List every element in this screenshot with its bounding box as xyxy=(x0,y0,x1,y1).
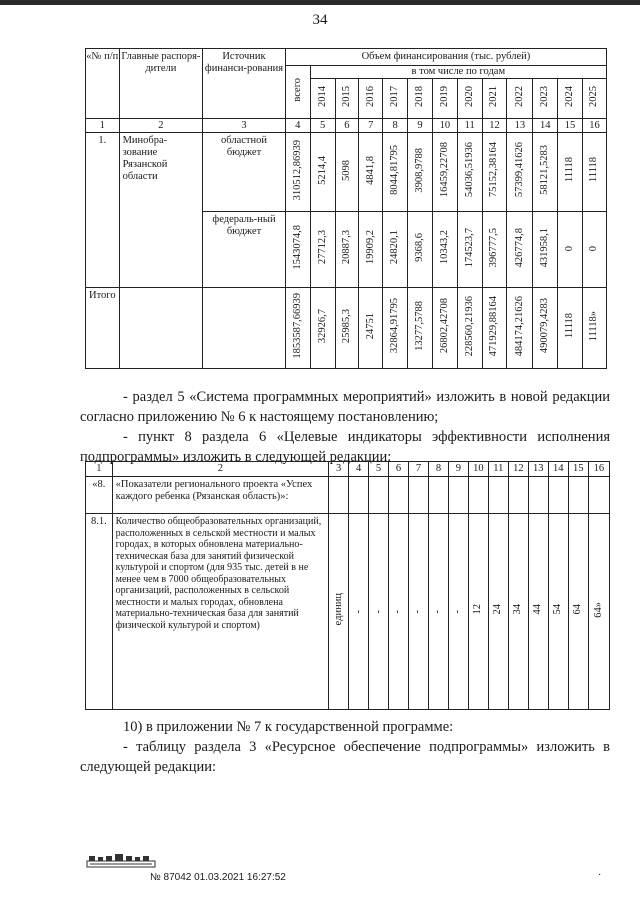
value-cell-text: 431958,1 xyxy=(539,227,551,268)
value-cell xyxy=(408,133,433,212)
financing-table xyxy=(85,48,607,369)
empty-cell xyxy=(548,477,568,514)
header-year-2014-text: 2014 xyxy=(316,86,328,108)
indicator-value-cell-text: 12 xyxy=(472,604,484,615)
col-number: 13 xyxy=(528,462,548,477)
empty-cell xyxy=(468,477,488,514)
header-year-2025 xyxy=(582,79,606,119)
total-value-cell xyxy=(482,288,507,369)
empty-cell xyxy=(568,477,588,514)
value-cell-text: 24820,1 xyxy=(389,230,401,265)
col-number: 3 xyxy=(203,119,286,133)
value-cell xyxy=(383,133,408,212)
header-year-2016-text: 2016 xyxy=(364,86,376,108)
row-num-8-1: 8.1. xyxy=(86,514,113,710)
empty-cell xyxy=(588,477,609,514)
value-cell-text: 20887,3 xyxy=(340,230,352,265)
empty-cell xyxy=(448,477,468,514)
value-cell-text: 5214,4 xyxy=(316,155,328,185)
header-year-2016 xyxy=(359,79,383,119)
total-cell xyxy=(285,212,310,288)
header-year-2024 xyxy=(558,79,583,119)
total-value-cell-text: 484174,21626 xyxy=(513,295,525,357)
total-value-cell xyxy=(359,288,383,369)
col-number: 11 xyxy=(457,119,482,133)
col-number: 9 xyxy=(448,462,468,477)
indicators-table xyxy=(85,461,610,710)
indicator-value-cell xyxy=(468,514,488,710)
value-cell xyxy=(482,212,507,288)
col-number: 10 xyxy=(432,119,457,133)
value-cell-text: 10343,2 xyxy=(438,230,450,265)
header-year-2024-text: 2024 xyxy=(564,86,576,108)
indicator-value-cell xyxy=(428,514,448,710)
indicator-value-cell-text: - xyxy=(432,609,444,614)
header-in-years: в том числе по годам xyxy=(310,66,606,79)
header-year-2015 xyxy=(335,79,359,119)
table-row xyxy=(86,133,607,212)
value-cell xyxy=(507,212,533,288)
value-cell xyxy=(457,212,482,288)
header-year-2018 xyxy=(408,79,433,119)
total-value-cell-text: 32864,91795 xyxy=(389,298,401,354)
grand-total-cell xyxy=(285,288,310,369)
empty-cell xyxy=(488,477,508,514)
col-number: 13 xyxy=(507,119,533,133)
grand-total-cell-text: 1853587,66939 xyxy=(291,293,303,359)
col-number: 14 xyxy=(533,119,558,133)
total-cell xyxy=(285,133,310,212)
empty-cell xyxy=(369,477,389,514)
col-number: 4 xyxy=(349,462,369,477)
indicator-value-cell-text: 24 xyxy=(492,604,504,615)
header-year-2020 xyxy=(457,79,482,119)
total-value-cell xyxy=(457,288,482,369)
value-cell-text: 75152,38164 xyxy=(488,142,500,198)
indicator-value-cell xyxy=(548,514,568,710)
total-value-cell xyxy=(408,288,433,369)
total-value-cell xyxy=(582,288,606,369)
value-cell xyxy=(457,133,482,212)
table-row xyxy=(86,477,610,514)
top-edge-bar xyxy=(0,0,640,5)
indicator-value-cell-text: 54 xyxy=(552,604,564,615)
table-row xyxy=(86,514,610,710)
value-cell xyxy=(383,212,408,288)
indicator-value-cell-text: - xyxy=(412,609,424,614)
empty-cell xyxy=(528,477,548,514)
unit-cell: единиц xyxy=(329,514,349,710)
total-value-cell xyxy=(310,288,335,369)
col-number: 1 xyxy=(86,119,120,133)
value-cell xyxy=(408,212,433,288)
header-year-2022-text: 2022 xyxy=(513,86,525,108)
value-cell-text: 4841,8 xyxy=(364,155,376,185)
source-cell: областной бюджет xyxy=(203,133,286,212)
total-value-cell-text: 471929,88164 xyxy=(488,295,500,357)
indicator-value-cell-text: 64 xyxy=(572,604,584,615)
row-index: 1. xyxy=(86,133,120,288)
col-number: 2 xyxy=(112,462,328,477)
value-cell xyxy=(432,133,457,212)
value-cell-text: 19909,2 xyxy=(364,230,376,265)
indicator-value-cell xyxy=(389,514,409,710)
total-value-cell xyxy=(507,288,533,369)
paragraph-point8: - пункт 8 раздела 6 «Целевые индикаторы эффективности исполнения подпрограммы» изложить в следующей редакции: xyxy=(80,429,610,465)
col-number: 12 xyxy=(508,462,528,477)
total-value-cell-text: 24751 xyxy=(364,312,376,340)
total-value-cell-text: 13277,5788 xyxy=(413,301,425,351)
col-number: 10 xyxy=(468,462,488,477)
stamp-logo-icon xyxy=(86,852,156,868)
col-number: 6 xyxy=(389,462,409,477)
total-value-cell xyxy=(432,288,457,369)
total-label: Итого xyxy=(86,288,120,369)
header-year-2021-text: 2021 xyxy=(488,86,500,108)
empty-cell xyxy=(329,477,349,514)
header-year-2020-text: 2020 xyxy=(463,86,475,108)
scan-mark: · xyxy=(598,870,602,881)
document-registration-info: № 87042 01.03.2021 16:27:52 xyxy=(150,872,286,883)
column-numbers-row xyxy=(86,119,607,133)
header-year-2025-text: 2025 xyxy=(588,86,600,108)
indicator-value-cell-text: 64» xyxy=(592,601,604,618)
header-year-2017 xyxy=(383,79,408,119)
total-value-cell xyxy=(533,288,558,369)
indicator-value-cell xyxy=(448,514,468,710)
header-volume: Объем финансирования (тыс. рублей) xyxy=(285,49,606,66)
value-cell-text: 426774,8 xyxy=(513,227,525,268)
column-numbers-row xyxy=(86,462,610,477)
indicator-value-cell-text: - xyxy=(352,609,364,614)
total-cell-text: 1543074,8 xyxy=(291,225,303,270)
col-number: 7 xyxy=(408,462,428,477)
value-cell-text: 9368,6 xyxy=(413,233,425,262)
header-year-2019 xyxy=(432,79,457,119)
header-managers: Главные распоря-дители xyxy=(119,49,203,119)
value-cell-text: 16459,22708 xyxy=(438,142,450,198)
value-cell xyxy=(432,212,457,288)
source-cell: федераль-ный бюджет xyxy=(203,212,286,288)
row-num-8: «8. xyxy=(86,477,113,514)
value-cell xyxy=(507,133,533,212)
value-cell-text: 8044,81795 xyxy=(389,145,401,195)
manager-name: Минобра-зование Рязанской области xyxy=(119,133,203,288)
value-cell-text: 0 xyxy=(564,246,576,252)
empty-cell xyxy=(389,477,409,514)
value-cell xyxy=(558,212,583,288)
value-cell-text: 11118 xyxy=(564,157,576,183)
total-value-cell-text: 25985,3 xyxy=(340,308,352,344)
header-total: всего xyxy=(285,66,310,119)
col-number: 1 xyxy=(86,462,113,477)
indicator-value-cell-text: 34 xyxy=(512,604,524,615)
col-number: 2 xyxy=(119,119,203,133)
value-cell xyxy=(558,133,583,212)
table-row xyxy=(86,288,607,369)
value-cell-text: 54036,51936 xyxy=(463,142,475,198)
total-value-cell xyxy=(335,288,359,369)
indicator-value-cell xyxy=(588,514,609,710)
empty-cell xyxy=(508,477,528,514)
header-num: «№ п/п xyxy=(86,49,120,119)
col-number: 6 xyxy=(335,119,359,133)
value-cell xyxy=(582,133,606,212)
col-number: 8 xyxy=(383,119,408,133)
total-row-empty xyxy=(119,288,203,369)
indicator-value-cell-text: - xyxy=(392,609,404,614)
value-cell xyxy=(533,212,558,288)
paragraph-appendix7: 10) в приложении № 7 к государственной программе: xyxy=(123,719,454,735)
col-number: 8 xyxy=(428,462,448,477)
col-number: 5 xyxy=(369,462,389,477)
col-number: 12 xyxy=(482,119,507,133)
total-value-cell-text: 11118» xyxy=(588,310,600,342)
value-cell-text: 396777,5 xyxy=(488,227,500,268)
header-year-2022 xyxy=(507,79,533,119)
col-number: 9 xyxy=(408,119,433,133)
value-cell-text: 174523,7 xyxy=(463,227,475,268)
value-cell xyxy=(310,133,335,212)
col-number: 3 xyxy=(329,462,349,477)
header-year-2023 xyxy=(533,79,558,119)
value-cell xyxy=(359,212,383,288)
value-cell-text: 27712,3 xyxy=(316,230,328,265)
indicator-value-cell-text: - xyxy=(452,609,464,614)
header-year-2018-text: 2018 xyxy=(413,86,425,108)
page-number: 34 xyxy=(312,12,328,28)
empty-cell xyxy=(428,477,448,514)
total-value-cell xyxy=(383,288,408,369)
total-cell-text: 310512,86939 xyxy=(291,139,303,201)
indicator-value-cell-text: 44 xyxy=(532,604,544,615)
indicator-value-cell-text: - xyxy=(372,609,384,614)
header-year-2019-text: 2019 xyxy=(438,86,450,108)
indicator-value-cell xyxy=(408,514,428,710)
total-value-cell-text: 490079,4283 xyxy=(539,298,551,354)
total-value-cell-text: 11118 xyxy=(564,313,576,339)
header-year-2014 xyxy=(310,79,335,119)
col-number: 14 xyxy=(548,462,568,477)
indicator-value-cell xyxy=(369,514,389,710)
value-cell-text: 5098 xyxy=(340,159,352,181)
empty-cell xyxy=(408,477,428,514)
value-cell xyxy=(582,212,606,288)
value-cell xyxy=(310,212,335,288)
col-number: 7 xyxy=(359,119,383,133)
col-number: 4 xyxy=(285,119,310,133)
value-cell xyxy=(335,133,359,212)
indicator-value-cell xyxy=(488,514,508,710)
col-number: 15 xyxy=(568,462,588,477)
col-number: 5 xyxy=(310,119,335,133)
indicator-value-cell xyxy=(528,514,548,710)
total-value-cell-text: 228560,21936 xyxy=(463,295,475,357)
paragraph-table3: - таблицу раздела 3 «Ресурсное обеспечение подпрограммы» изложить в следующей редакции: xyxy=(80,739,610,775)
row-text-project: «Показатели регионального проекта «Успех каждого ребенка (Рязанская область)»: xyxy=(112,477,328,514)
total-value-cell-text: 32926,7 xyxy=(316,308,328,344)
value-cell-text: 58121,5283 xyxy=(539,145,551,195)
indicator-value-cell xyxy=(349,514,369,710)
col-number: 16 xyxy=(588,462,609,477)
header-year-2021 xyxy=(482,79,507,119)
empty-cell xyxy=(349,477,369,514)
header-source: Источник финанси-рования xyxy=(203,49,286,119)
value-cell xyxy=(359,133,383,212)
value-cell-text: 57399,41626 xyxy=(513,142,525,198)
row-text-indicator: Количество общеобразовательных организаций, расположенных в сельской местности и малых городах, в которых обновлена материально-техническая база для занятий физической культурой и спортом (для 935 тыс. детей в не менее чем в 7000 общеобразовательных организаций, расположенных в сельской местности и малых городах, обновлена материально-техническая база для занятий физической культурой и спортом) xyxy=(112,514,328,710)
header-year-2017-text: 2017 xyxy=(389,86,401,108)
value-cell-text: 3908,9788 xyxy=(413,147,425,193)
total-value-cell-text: 26802,42708 xyxy=(438,298,450,354)
indicator-value-cell xyxy=(568,514,588,710)
value-cell xyxy=(335,212,359,288)
indicator-value-cell xyxy=(508,514,528,710)
total-value-cell xyxy=(558,288,583,369)
value-cell xyxy=(482,133,507,212)
paragraph-section5: - раздел 5 «Система программных мероприятий» изложить в новой редакции согласно приложению № 6 к настоящему постановлению; xyxy=(80,389,610,425)
col-number: 16 xyxy=(582,119,606,133)
value-cell-text: 11118 xyxy=(588,157,600,183)
header-year-2015-text: 2015 xyxy=(340,86,352,108)
value-cell-text: 0 xyxy=(588,246,600,252)
total-row-empty xyxy=(203,288,286,369)
value-cell xyxy=(533,133,558,212)
header-year-2023-text: 2023 xyxy=(539,86,551,108)
col-number: 11 xyxy=(488,462,508,477)
col-number: 15 xyxy=(558,119,583,133)
